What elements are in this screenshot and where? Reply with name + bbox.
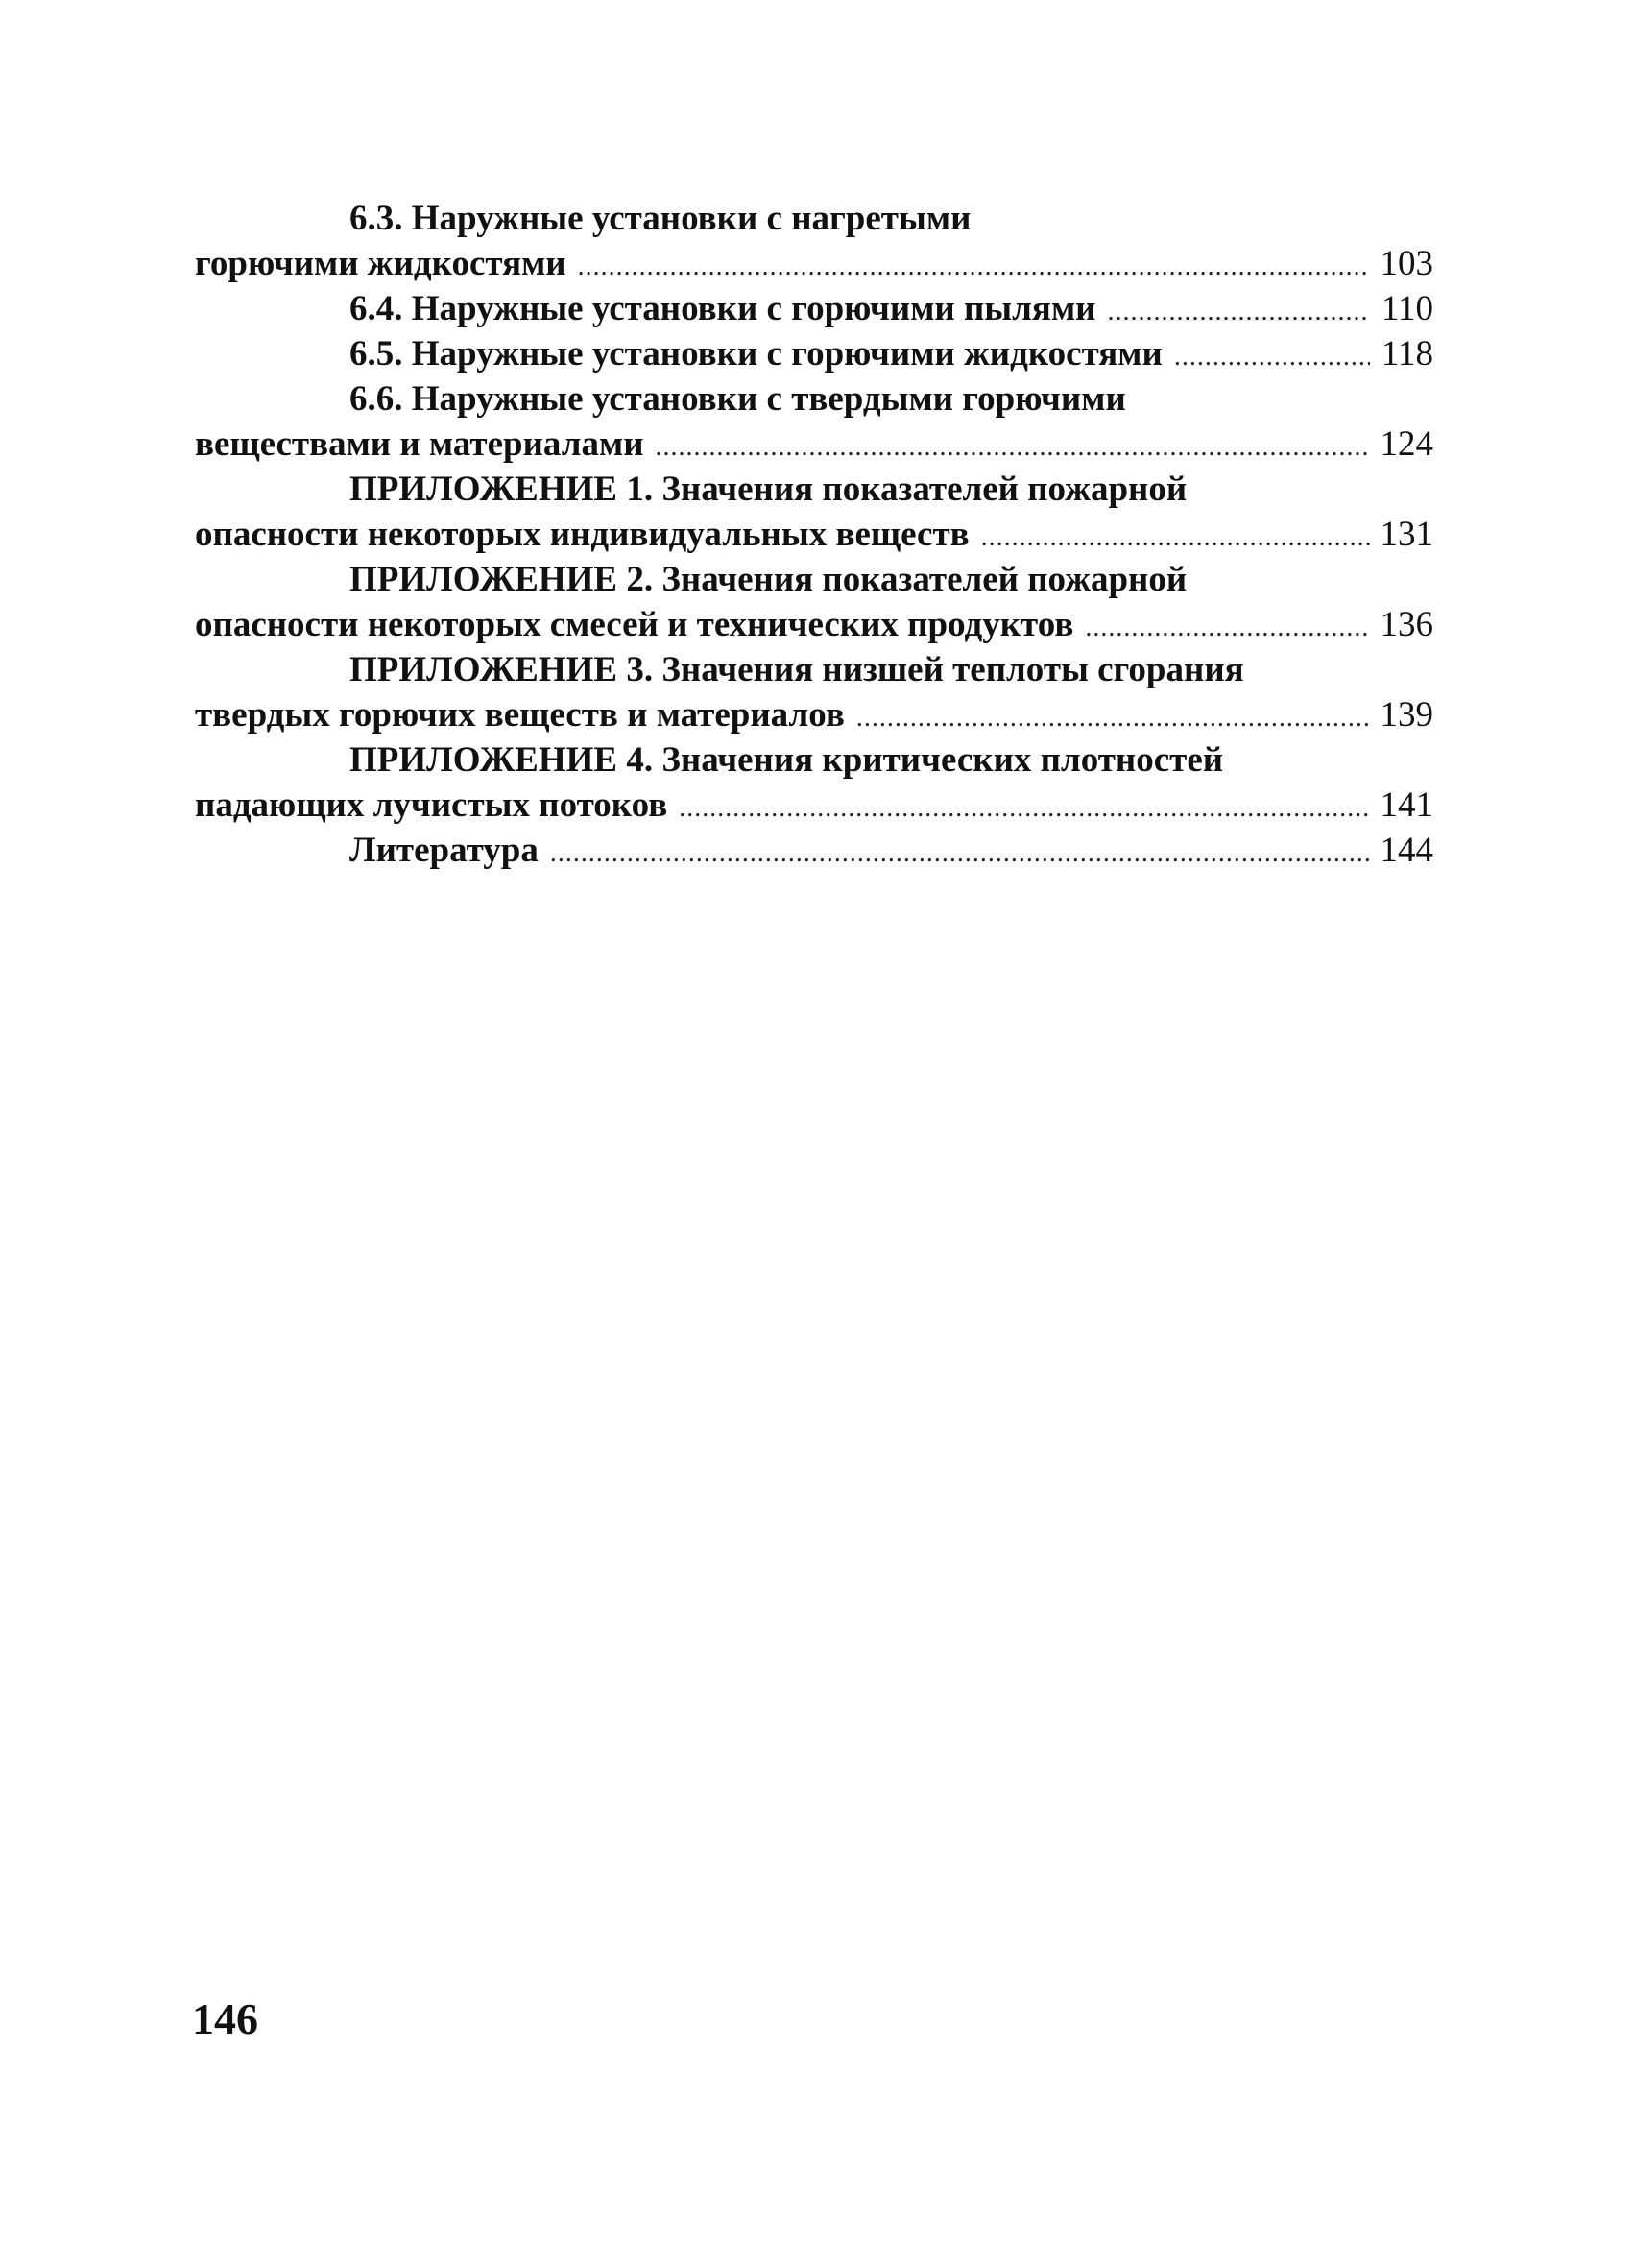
toc-entry-6-6-heading bbox=[195, 376, 1433, 422]
toc-entry-text: ПРИЛОЖЕНИЕ 3. Значения низшей теплоты сгорания bbox=[349, 650, 1244, 689]
toc-entry-appendix-3[interactable] bbox=[195, 692, 1433, 737]
toc-entry-text: опасности некоторых смесей и технических продуктов bbox=[195, 605, 1074, 644]
toc-entry-6-5[interactable] bbox=[195, 331, 1433, 376]
toc-entry-text: 6.5. Наружные установки с горючими жидкостями bbox=[349, 334, 1163, 374]
toc-entry-text: веществами и материалами bbox=[195, 424, 644, 464]
toc-entry-page: 118 bbox=[1381, 334, 1433, 374]
toc-entry-page: 144 bbox=[1380, 831, 1433, 870]
toc-entry-text: падающих лучистых потоков bbox=[195, 785, 668, 825]
toc-entry-page: 124 bbox=[1380, 424, 1433, 464]
dot-leader bbox=[1085, 605, 1370, 650]
toc-entry-6-4[interactable] bbox=[195, 286, 1433, 331]
dot-leader bbox=[1174, 334, 1370, 379]
toc-entry-appendix-2-heading bbox=[195, 557, 1433, 602]
dot-leader bbox=[550, 831, 1370, 876]
toc-entry-page: 139 bbox=[1380, 695, 1433, 735]
toc-entry-appendix-4-heading bbox=[195, 737, 1433, 783]
dot-leader bbox=[1107, 289, 1370, 334]
toc-entry-page: 141 bbox=[1380, 785, 1433, 825]
toc-entry-appendix-2[interactable] bbox=[195, 602, 1433, 647]
toc-entry-page: 110 bbox=[1381, 289, 1433, 328]
toc-entry-text: 6.4. Наружные установки с горючими пылями bbox=[349, 289, 1096, 328]
toc-entry-text: ПРИЛОЖЕНИЕ 2. Значения показателей пожарной bbox=[349, 560, 1188, 599]
toc-entry-6-6[interactable] bbox=[195, 422, 1433, 467]
toc-entry-text: твердых горючих веществ и материалов bbox=[195, 695, 845, 735]
toc-entry-literature[interactable] bbox=[195, 828, 1433, 873]
toc-entry-page: 103 bbox=[1380, 244, 1433, 283]
toc-entry-text: ПРИЛОЖЕНИЕ 1. Значения показателей пожарной bbox=[349, 470, 1188, 509]
toc-entry-appendix-4[interactable] bbox=[195, 783, 1433, 828]
toc-entry-text: горючими жидкостями bbox=[195, 244, 566, 283]
toc-entry-6-3-heading bbox=[195, 196, 1433, 241]
toc-entry-appendix-3-heading bbox=[195, 647, 1433, 692]
dot-leader bbox=[679, 785, 1370, 831]
toc-entry-text: Литература bbox=[349, 831, 539, 870]
toc-entry-text: 6.6. Наружные установки с твердыми горючими bbox=[349, 379, 1126, 419]
toc-entry-text: 6.3. Наружные установки с нагретыми bbox=[349, 199, 972, 238]
toc-entry-appendix-1[interactable] bbox=[195, 512, 1433, 557]
toc-entry-page: 136 bbox=[1380, 605, 1433, 644]
table-of-contents bbox=[195, 196, 1433, 873]
dot-leader bbox=[656, 424, 1370, 470]
toc-entry-appendix-1-heading bbox=[195, 467, 1433, 512]
toc-entry-text: ПРИЛОЖЕНИЕ 4. Значения критических плотностей bbox=[349, 740, 1224, 780]
dot-leader bbox=[981, 515, 1370, 560]
dot-leader bbox=[578, 244, 1370, 289]
page-number: 146 bbox=[192, 1994, 258, 2043]
dot-leader bbox=[856, 695, 1370, 740]
toc-entry-text: опасности некоторых индивидуальных веществ bbox=[195, 515, 970, 554]
toc-entry-page: 131 bbox=[1380, 515, 1433, 554]
toc-entry-6-3[interactable] bbox=[195, 241, 1433, 286]
